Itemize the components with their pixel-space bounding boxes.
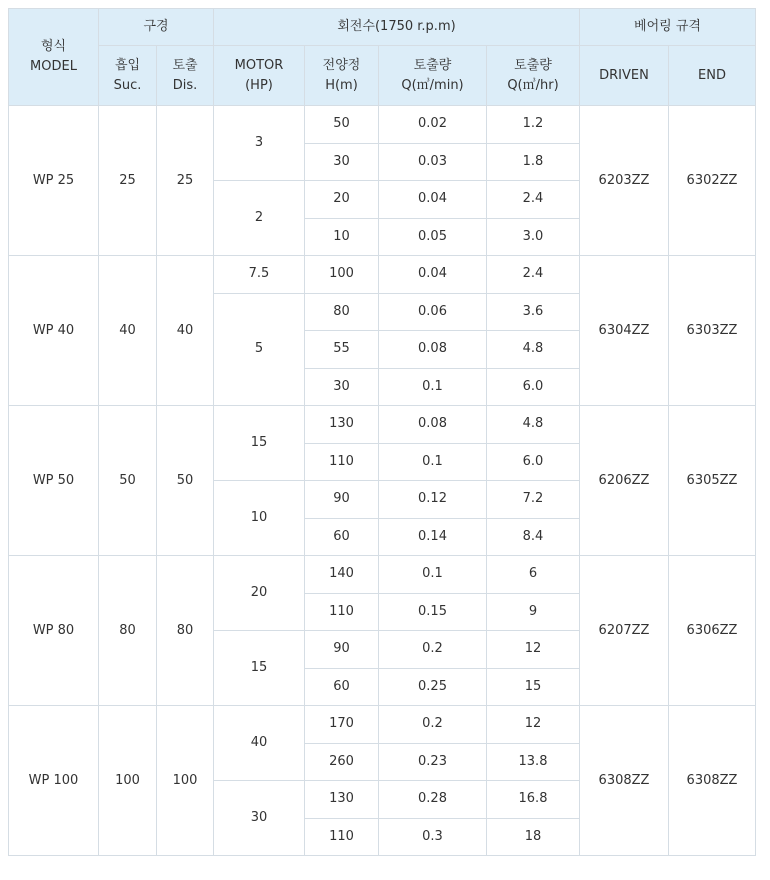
q-hr-cell: 6.0 [487, 443, 580, 481]
spec-table-container [8, 8, 756, 856]
q-min-cell: 0.1 [379, 368, 487, 406]
header-discharge-en: Dis. [172, 77, 198, 93]
suction-cell: 80 [99, 556, 157, 706]
model-cell: WP 25 [9, 106, 99, 256]
head-cell: 100 [305, 256, 379, 294]
head-cell: 80 [305, 293, 379, 331]
bearing-end-cell: 6306ZZ [669, 556, 756, 706]
header-suction [99, 46, 157, 106]
discharge-cell: 25 [157, 106, 214, 256]
bearing-driven-cell: 6207ZZ [580, 556, 669, 706]
head-cell: 60 [305, 668, 379, 706]
q-hr-cell: 3.0 [487, 218, 580, 256]
head-cell: 30 [305, 368, 379, 406]
header-head [305, 46, 379, 106]
table-row [9, 706, 756, 744]
head-cell: 130 [305, 781, 379, 819]
head-cell: 170 [305, 706, 379, 744]
q-hr-cell: 1.8 [487, 143, 580, 181]
q-hr-cell: 7.2 [487, 481, 580, 519]
discharge-cell: 40 [157, 256, 214, 406]
q-hr-cell: 1.2 [487, 106, 580, 144]
suction-cell: 40 [99, 256, 157, 406]
head-cell: 30 [305, 143, 379, 181]
q-hr-cell: 4.8 [487, 331, 580, 369]
motor-hp-cell: 40 [214, 706, 305, 781]
suction-cell: 100 [99, 706, 157, 856]
head-cell: 50 [305, 106, 379, 144]
header-model-en: MODEL [30, 59, 77, 74]
q-hr-cell: 16.8 [487, 781, 580, 819]
q-hr-cell: 12 [487, 706, 580, 744]
q-hr-cell: 4.8 [487, 406, 580, 444]
q-hr-cell: 6.0 [487, 368, 580, 406]
header-q-min-unit: Q(㎥/min) [401, 77, 464, 93]
header-end: END [669, 46, 756, 106]
header-head-unit: H(m) [325, 77, 358, 93]
motor-hp-cell: 15 [214, 406, 305, 481]
q-min-cell: 0.2 [379, 631, 487, 669]
motor-hp-cell: 2 [214, 181, 305, 256]
q-hr-cell: 18 [487, 818, 580, 856]
header-motor-unit: (HP) [245, 77, 273, 93]
header-q-hr-ko: 토출량 [514, 57, 552, 73]
table-header [9, 9, 756, 106]
q-min-cell: 0.1 [379, 556, 487, 594]
discharge-cell: 100 [157, 706, 214, 856]
table-row [9, 556, 756, 594]
motor-hp-cell: 20 [214, 556, 305, 631]
head-cell: 110 [305, 593, 379, 631]
header-rpm: 회전수(1750 r.p.m) [214, 9, 580, 46]
header-model [9, 9, 99, 106]
model-cell: WP 80 [9, 556, 99, 706]
q-min-cell: 0.08 [379, 331, 487, 369]
motor-hp-cell: 15 [214, 631, 305, 706]
q-min-cell: 0.23 [379, 743, 487, 781]
head-cell: 60 [305, 518, 379, 556]
q-hr-cell: 3.6 [487, 293, 580, 331]
header-model-ko: 형식 [40, 39, 67, 54]
bearing-driven-cell: 6308ZZ [580, 706, 669, 856]
q-min-cell: 0.14 [379, 518, 487, 556]
head-cell: 90 [305, 631, 379, 669]
motor-hp-cell: 3 [214, 106, 305, 181]
head-cell: 130 [305, 406, 379, 444]
bearing-end-cell: 6308ZZ [669, 706, 756, 856]
head-cell: 110 [305, 818, 379, 856]
pump-spec-table [8, 8, 756, 856]
bearing-end-cell: 6302ZZ [669, 106, 756, 256]
q-hr-cell: 15 [487, 668, 580, 706]
header-discharge [157, 46, 214, 106]
head-cell: 55 [305, 331, 379, 369]
q-hr-cell: 12 [487, 631, 580, 669]
motor-hp-cell: 7.5 [214, 256, 305, 294]
table-row [9, 106, 756, 144]
q-hr-cell: 6 [487, 556, 580, 594]
table-row [9, 406, 756, 444]
header-q-hr [487, 46, 580, 106]
q-hr-cell: 8.4 [487, 518, 580, 556]
q-min-cell: 0.02 [379, 106, 487, 144]
q-min-cell: 0.3 [379, 818, 487, 856]
header-discharge-ko: 토출 [172, 57, 198, 73]
model-cell: WP 40 [9, 256, 99, 406]
header-motor [214, 46, 305, 106]
q-min-cell: 0.1 [379, 443, 487, 481]
q-min-cell: 0.12 [379, 481, 487, 519]
header-row-2 [9, 46, 756, 106]
q-min-cell: 0.25 [379, 668, 487, 706]
header-head-ko: 전양정 [322, 57, 361, 73]
q-min-cell: 0.15 [379, 593, 487, 631]
bearing-end-cell: 6303ZZ [669, 256, 756, 406]
header-bearing: 베어링 규격 [580, 9, 756, 46]
q-min-cell: 0.04 [379, 256, 487, 294]
suction-cell: 50 [99, 406, 157, 556]
q-min-cell: 0.03 [379, 143, 487, 181]
table-body [9, 106, 756, 856]
q-hr-cell: 2.4 [487, 181, 580, 219]
head-cell: 10 [305, 218, 379, 256]
bearing-driven-cell: 6206ZZ [580, 406, 669, 556]
bearing-driven-cell: 6203ZZ [580, 106, 669, 256]
q-hr-cell: 2.4 [487, 256, 580, 294]
header-q-min-ko: 토출량 [413, 57, 452, 73]
header-q-hr-unit: Q(㎥/hr) [507, 77, 559, 93]
motor-hp-cell: 5 [214, 293, 305, 406]
q-min-cell: 0.06 [379, 293, 487, 331]
header-motor-label: MOTOR [234, 57, 284, 73]
header-q-min [379, 46, 487, 106]
motor-hp-cell: 10 [214, 481, 305, 556]
table-row [9, 256, 756, 294]
q-min-cell: 0.05 [379, 218, 487, 256]
q-min-cell: 0.04 [379, 181, 487, 219]
model-cell: WP 100 [9, 706, 99, 856]
header-suction-en: Suc. [113, 77, 142, 93]
head-cell: 20 [305, 181, 379, 219]
suction-cell: 25 [99, 106, 157, 256]
q-min-cell: 0.28 [379, 781, 487, 819]
q-hr-cell: 9 [487, 593, 580, 631]
header-row-1 [9, 9, 756, 46]
bearing-end-cell: 6305ZZ [669, 406, 756, 556]
q-hr-cell: 13.8 [487, 743, 580, 781]
discharge-cell: 50 [157, 406, 214, 556]
head-cell: 90 [305, 481, 379, 519]
head-cell: 110 [305, 443, 379, 481]
head-cell: 260 [305, 743, 379, 781]
discharge-cell: 80 [157, 556, 214, 706]
motor-hp-cell: 30 [214, 781, 305, 856]
model-cell: WP 50 [9, 406, 99, 556]
bearing-driven-cell: 6304ZZ [580, 256, 669, 406]
q-min-cell: 0.2 [379, 706, 487, 744]
header-suction-ko: 흡입 [114, 57, 141, 73]
header-bore: 구경 [99, 9, 214, 46]
head-cell: 140 [305, 556, 379, 594]
header-driven: DRIVEN [580, 46, 669, 106]
q-min-cell: 0.08 [379, 406, 487, 444]
